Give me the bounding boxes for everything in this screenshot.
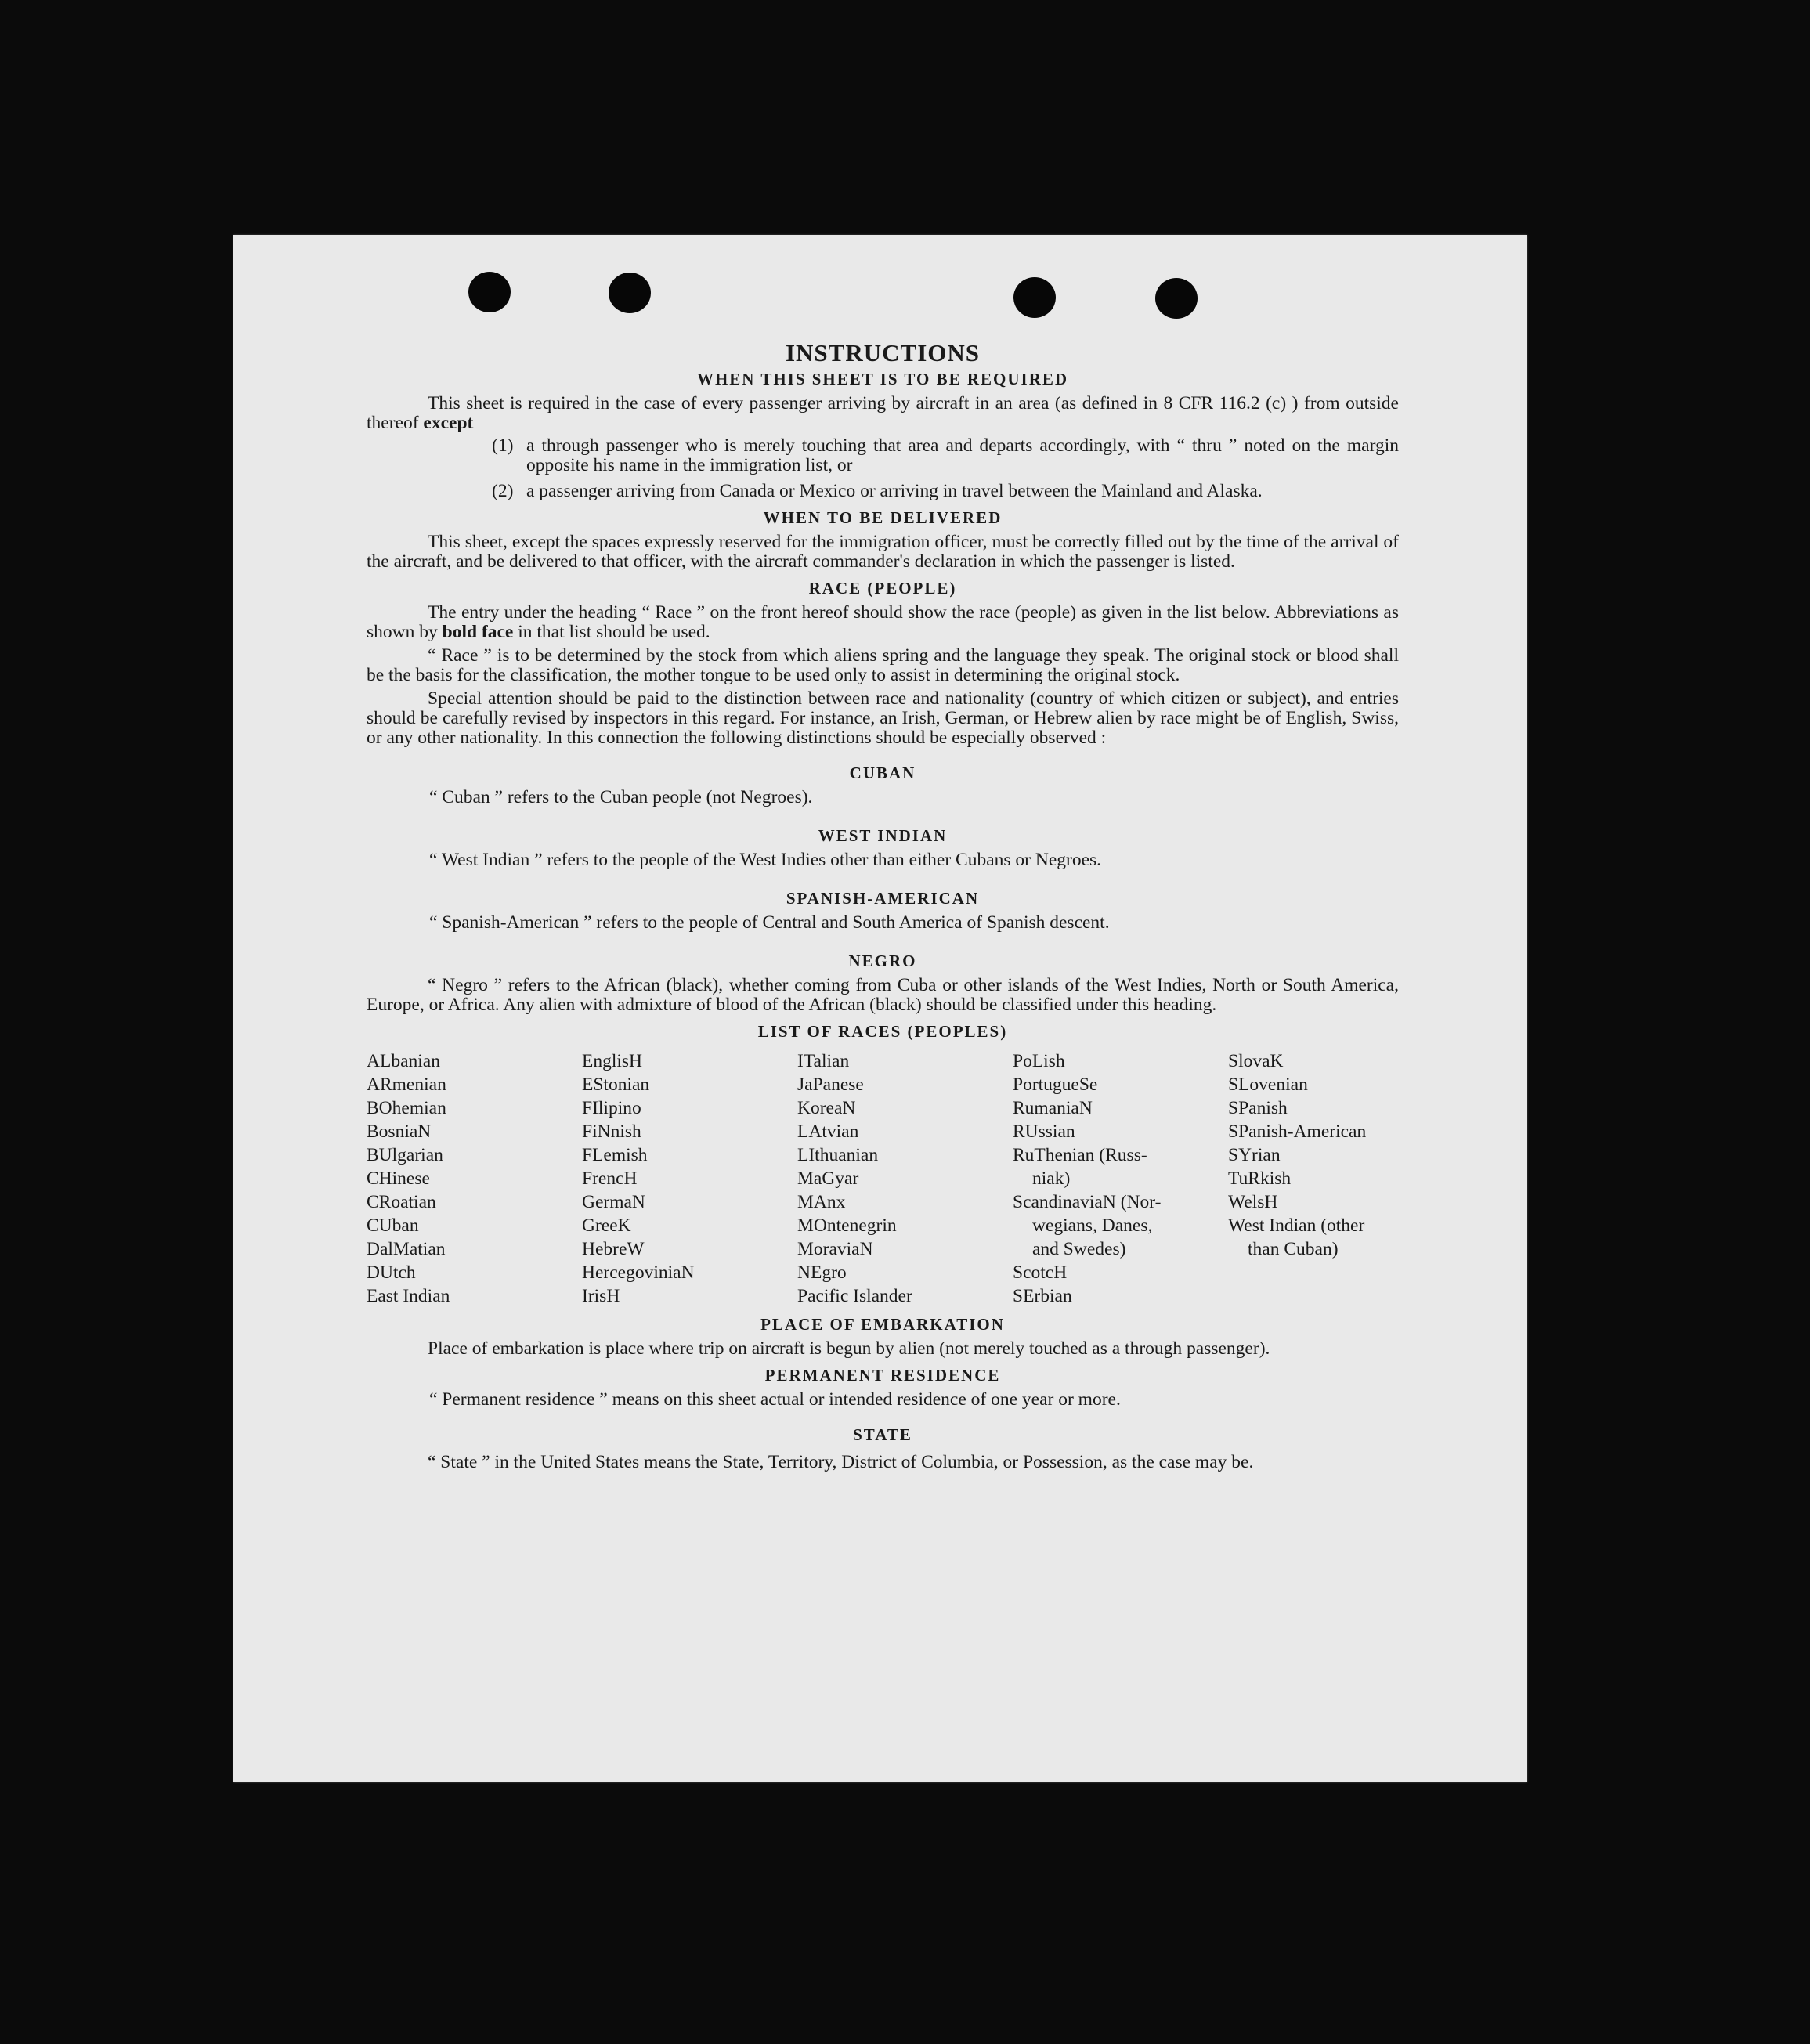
punch-hole xyxy=(609,273,651,313)
race-entry: SPanish-American xyxy=(1228,1121,1367,1142)
page-title: INSTRUCTIONS xyxy=(785,339,980,367)
punch-hole xyxy=(1155,278,1198,319)
race-entry: MAnx xyxy=(797,1192,846,1212)
race-entry: ALbanian xyxy=(367,1051,440,1071)
race-entry: SErbian xyxy=(1013,1286,1072,1306)
race-entry: FiNnish xyxy=(582,1121,641,1142)
race-entry: LIthuanian xyxy=(797,1145,879,1165)
race-entry: DalMatian xyxy=(367,1239,446,1259)
document-body xyxy=(367,339,1399,1472)
race-entry: PoLish xyxy=(1013,1051,1065,1071)
race-entry: ScandinaviaN (Nor- xyxy=(1013,1192,1162,1212)
race-entry: EStonian xyxy=(582,1074,650,1095)
race-paragraph-3: Special attention should be paid to the distinction between race and nationality (country of which citizen or subject), and entries should be carefully revised by inspectors in this regard. For instance, an Irish, German, or Hebrew alien by race might be of English, Swiss, or any other nationality. In this connection the following distinctions should be especially observed : xyxy=(367,688,1399,748)
race-entry: FLemish xyxy=(582,1145,648,1165)
race-entry: CUban xyxy=(367,1215,419,1236)
race-paragraph-2: “ Race ” is to be determined by the stock from which aliens spring and the language they speak. The original stock or blood shall be the basis for the classification, the mother tongue to be used only to assist in determining the original stock. xyxy=(367,645,1399,685)
section-heading-required: WHEN THIS SHEET IS TO BE REQUIRED xyxy=(696,370,1069,388)
race-entry: NEgro xyxy=(797,1262,847,1283)
race-entry: FrencH xyxy=(582,1168,638,1189)
section-heading-residence: PERMANENT RESIDENCE xyxy=(764,1366,1001,1385)
spanish-american-text: “ Spanish-American ” refers to the people of Central and South America of Spanish descent. xyxy=(429,912,1110,933)
race-entry: GreeK xyxy=(582,1215,631,1236)
punch-hole xyxy=(468,272,511,312)
race-entry: BOhemian xyxy=(367,1098,446,1118)
race-entry: MOntenegrin xyxy=(797,1215,897,1236)
race-paragraph-1: The entry under the heading “ Race ” on the front hereof should show the race (people) as given in the list below. Abbreviations as shown by bold face in that list should be used. xyxy=(367,602,1399,642)
race-column-5 xyxy=(1228,1049,1399,1308)
section-heading-west-indian: WEST INDIAN xyxy=(818,826,948,845)
race-entry: MoraviaN xyxy=(797,1239,873,1259)
race-entry: EnglisH xyxy=(582,1051,643,1071)
race-entry: than Cuban) xyxy=(1248,1239,1339,1259)
section-heading-state: STATE xyxy=(853,1425,912,1444)
required-intro: This sheet is required in the case of every passenger arriving by aircraft in an area (as defined in 8 CFR 116.2 (c) ) from outside thereof except xyxy=(367,393,1399,433)
section-heading-negro: NEGRO xyxy=(848,952,917,970)
race-entry: KoreaN xyxy=(797,1098,856,1118)
race-entry: ARmenian xyxy=(367,1074,446,1095)
race-entry: ScotcH xyxy=(1013,1262,1068,1283)
race-entry: JaPanese xyxy=(797,1074,864,1095)
race-entry: DUtch xyxy=(367,1262,416,1283)
race-entry: RumaniaN xyxy=(1013,1098,1093,1118)
race-column-2 xyxy=(582,1049,797,1308)
race-entry: West Indian (other xyxy=(1228,1215,1365,1236)
race-entry: SlovaK xyxy=(1228,1051,1284,1071)
race-entry: ITalian xyxy=(797,1051,850,1071)
race-entry: wegians, Danes, xyxy=(1032,1215,1153,1236)
section-heading-delivered: WHEN TO BE DELIVERED xyxy=(763,508,1003,527)
state-text: “ State ” in the United States means the State, Territory, District of Columbia, or Possession, as the case may be. xyxy=(428,1452,1254,1472)
section-heading-cuban: CUBAN xyxy=(849,764,916,782)
race-entry: and Swedes) xyxy=(1032,1239,1126,1259)
race-entry: RUssian xyxy=(1013,1121,1075,1142)
race-entry: RuThenian (Russ- xyxy=(1013,1145,1147,1165)
negro-text: “ Negro ” refers to the African (black), whether coming from Cuba or other islands of the West Indies, North or South America, Europe, or Africa. Any alien with admixture of blood of the African (black) should be classified under this heading. xyxy=(367,975,1399,1015)
punch-hole xyxy=(1013,277,1056,318)
race-entry: LAtvian xyxy=(797,1121,859,1142)
race-entry: BUlgarian xyxy=(367,1145,443,1165)
race-entry: CHinese xyxy=(367,1168,430,1189)
race-entry: BosniaN xyxy=(367,1121,432,1142)
west-indian-text: “ West Indian ” refers to the people of the West Indies other than either Cubans or Negroes. xyxy=(429,850,1102,870)
section-heading-embarkation: PLACE OF EMBARKATION xyxy=(760,1315,1005,1334)
race-column-4 xyxy=(1013,1049,1228,1308)
race-column-1 xyxy=(367,1049,582,1308)
race-entry: SPanish xyxy=(1228,1098,1288,1118)
race-entry: WelsH xyxy=(1228,1192,1278,1212)
embarkation-text: Place of embarkation is place where trip on aircraft is begun by alien (not merely touched as a through passenger). xyxy=(428,1338,1270,1359)
section-heading-race: RACE (PEOPLE) xyxy=(808,579,957,598)
cuban-text: “ Cuban ” refers to the Cuban people (not Negroes). xyxy=(429,787,813,807)
exception-item-2: (2) a passenger arriving from Canada or Mexico or arriving in travel between the Mainland and Alaska. xyxy=(492,481,1263,501)
section-heading-race-list: LIST OF RACES (PEOPLES) xyxy=(757,1022,1008,1041)
race-entry: HercegoviniaN xyxy=(582,1262,695,1283)
race-column-3 xyxy=(797,1049,1013,1308)
race-entry: SLovenian xyxy=(1228,1074,1308,1095)
race-entry: Pacific Islander xyxy=(797,1286,912,1306)
race-entry: TuRkish xyxy=(1228,1168,1292,1189)
race-list xyxy=(367,1049,1399,1308)
residence-text: “ Permanent residence ” means on this sheet actual or intended residence of one year or more. xyxy=(429,1389,1121,1410)
delivered-text: This sheet, except the spaces expressly reserved for the immigration officer, must be correctly filled out by the time of the arrival of the aircraft, and be delivered to that officer, with the aircraft commander's declaration in which the passenger is listed. xyxy=(367,532,1399,572)
race-entry: niak) xyxy=(1032,1168,1071,1189)
document-sheet xyxy=(233,235,1527,1782)
race-entry: SYrian xyxy=(1228,1145,1281,1165)
race-entry: CRoatian xyxy=(367,1192,436,1212)
race-entry: GermaN xyxy=(582,1192,645,1212)
race-entry: FIlipino xyxy=(582,1098,641,1118)
race-entry: East Indian xyxy=(367,1286,450,1306)
race-entry: HebreW xyxy=(582,1239,645,1259)
race-entry: MaGyar xyxy=(797,1168,859,1189)
section-heading-spanish-american: SPANISH-AMERICAN xyxy=(786,889,980,908)
race-entry: IrisH xyxy=(582,1286,620,1306)
race-entry: PortugueSe xyxy=(1013,1074,1098,1095)
exception-item-1: (1) a through passenger who is merely touching that area and departs accordingly, with “ thru ” noted on the margin opposite his name in the immigration list, or xyxy=(492,435,1399,475)
